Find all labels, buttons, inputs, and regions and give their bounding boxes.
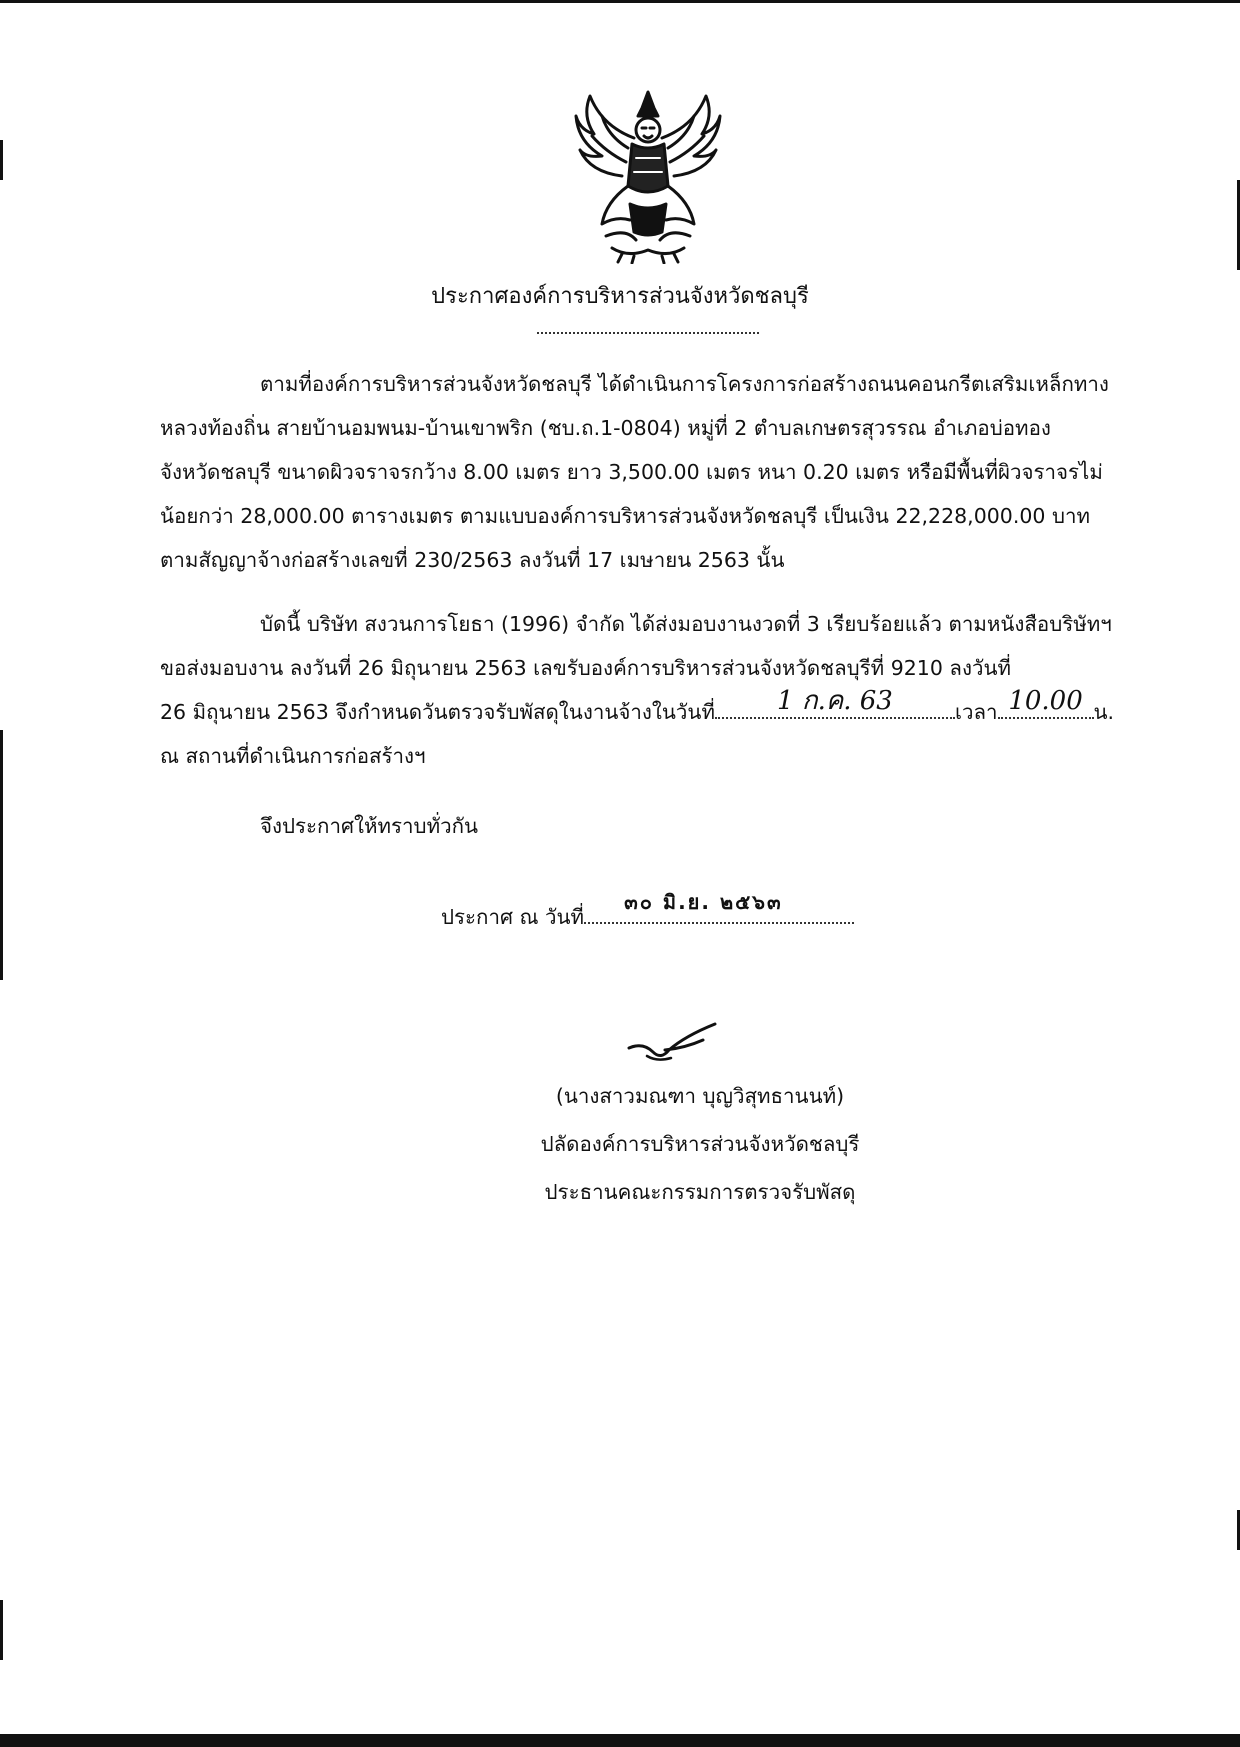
scan-edge-left — [0, 140, 3, 180]
signatory-block — [0, 1072, 1240, 1216]
signatory-name: (นางสาวมณฑา บุญวิสุทธานนท์) — [555, 1084, 845, 1108]
garuda-emblem-icon — [572, 86, 724, 264]
inspection-date-handwritten: 1 ก.ค. 63 — [777, 686, 893, 716]
signatory-position: ปลัดองค์การบริหารส่วนจังหวัดชลบุรี — [540, 1132, 860, 1156]
scan-border-bottom — [0, 1734, 1240, 1747]
announce-label: ประกาศ ณ วันที่ — [441, 905, 585, 929]
signatory-role: ประธานคณะกรรมการตรวจรับพัสดุ — [544, 1180, 856, 1204]
handwritten-signature-icon — [625, 1012, 721, 1072]
paragraph-line: บัดนี้ บริษัท สงวนการโยธา (1996) จำกัด ได้ส่งมอบงานงวดที่ 3 เรียบร้อยแล้ว ตามหนังสือบริษัทฯ — [260, 612, 1112, 636]
paragraph-line: จังหวัดชลบุรี ขนาดผิวจราจรกว้าง 8.00 เมตร ยาว 3,500.00 เมตร หนา 0.20 เมตร หรือมีพื้นที่ผิวจราจรไม่ — [160, 460, 1103, 484]
scan-edge-left — [0, 730, 3, 980]
paragraph-line-text: ขอส่งมอบงาน ลงวันที่ 26 มิถุนายน 2563 เลขรับองค์การบริหารส่วนจังหวัดชลบุรีที่ 9210 ลงวันที่ — [160, 656, 1012, 680]
paragraph-line: หลวงท้องถิ่น สายบ้านอมพนม-บ้านเขาพริก (ชบ.ถ.1-0804) หมู่ที่ 2 ตำบลเกษตรสุวรรณ อำเภอบ่อทอง — [160, 416, 1051, 440]
paragraph-line: ณ สถานที่ดำเนินการก่อสร้างฯ — [160, 744, 426, 768]
closing-statement: จึงประกาศให้ทราบทั่วกัน — [260, 814, 479, 838]
scan-edge-left — [0, 1600, 3, 1660]
inspection-time-fill — [998, 686, 1094, 719]
announce-date-row — [441, 890, 854, 934]
paragraph-line: ตามที่องค์การบริหารส่วนจังหวัดชลบุรี ได้ดำเนินการโครงการก่อสร้างถนนคอนกรีตเสริมเหล็กทาง — [260, 372, 1109, 396]
scan-border-top — [0, 0, 1240, 3]
paragraph-line — [160, 646, 1128, 690]
inspection-prefix: 26 มิถุนายน 2563 จึงกำหนดวันตรวจรับพัสดุในงานจ้างในวันที่ — [160, 700, 715, 724]
time-suffix: น. — [1093, 700, 1115, 724]
inspection-time-handwritten: 10.00 — [1008, 686, 1083, 716]
paragraph-project-details — [160, 362, 1128, 582]
time-label: เวลา — [954, 700, 998, 724]
paragraph-line-inspection — [160, 686, 1128, 734]
title-dotted-rule — [537, 332, 759, 334]
announce-date-stamp: ๓๐ มิ.ย. ๒๕๖๓ — [624, 890, 783, 914]
paragraph-line: ตามสัญญาจ้างก่อสร้างเลขที่ 230/2563 ลงวันที่ 17 เมษายน 2563 นั้น — [160, 548, 785, 572]
inspection-date-fill — [715, 686, 955, 719]
paragraph-delivery-details — [160, 602, 1128, 778]
page-title: ประกาศองค์การบริหารส่วนจังหวัดชลบุรี — [431, 284, 809, 309]
announce-date-fill — [584, 890, 854, 924]
paragraph-line: น้อยกว่า 28,000.00 ตารางเมตร ตามแบบองค์การบริหารส่วนจังหวัดชลบุรี เป็นเงิน 22,228,000.00 บาท — [160, 504, 1090, 528]
